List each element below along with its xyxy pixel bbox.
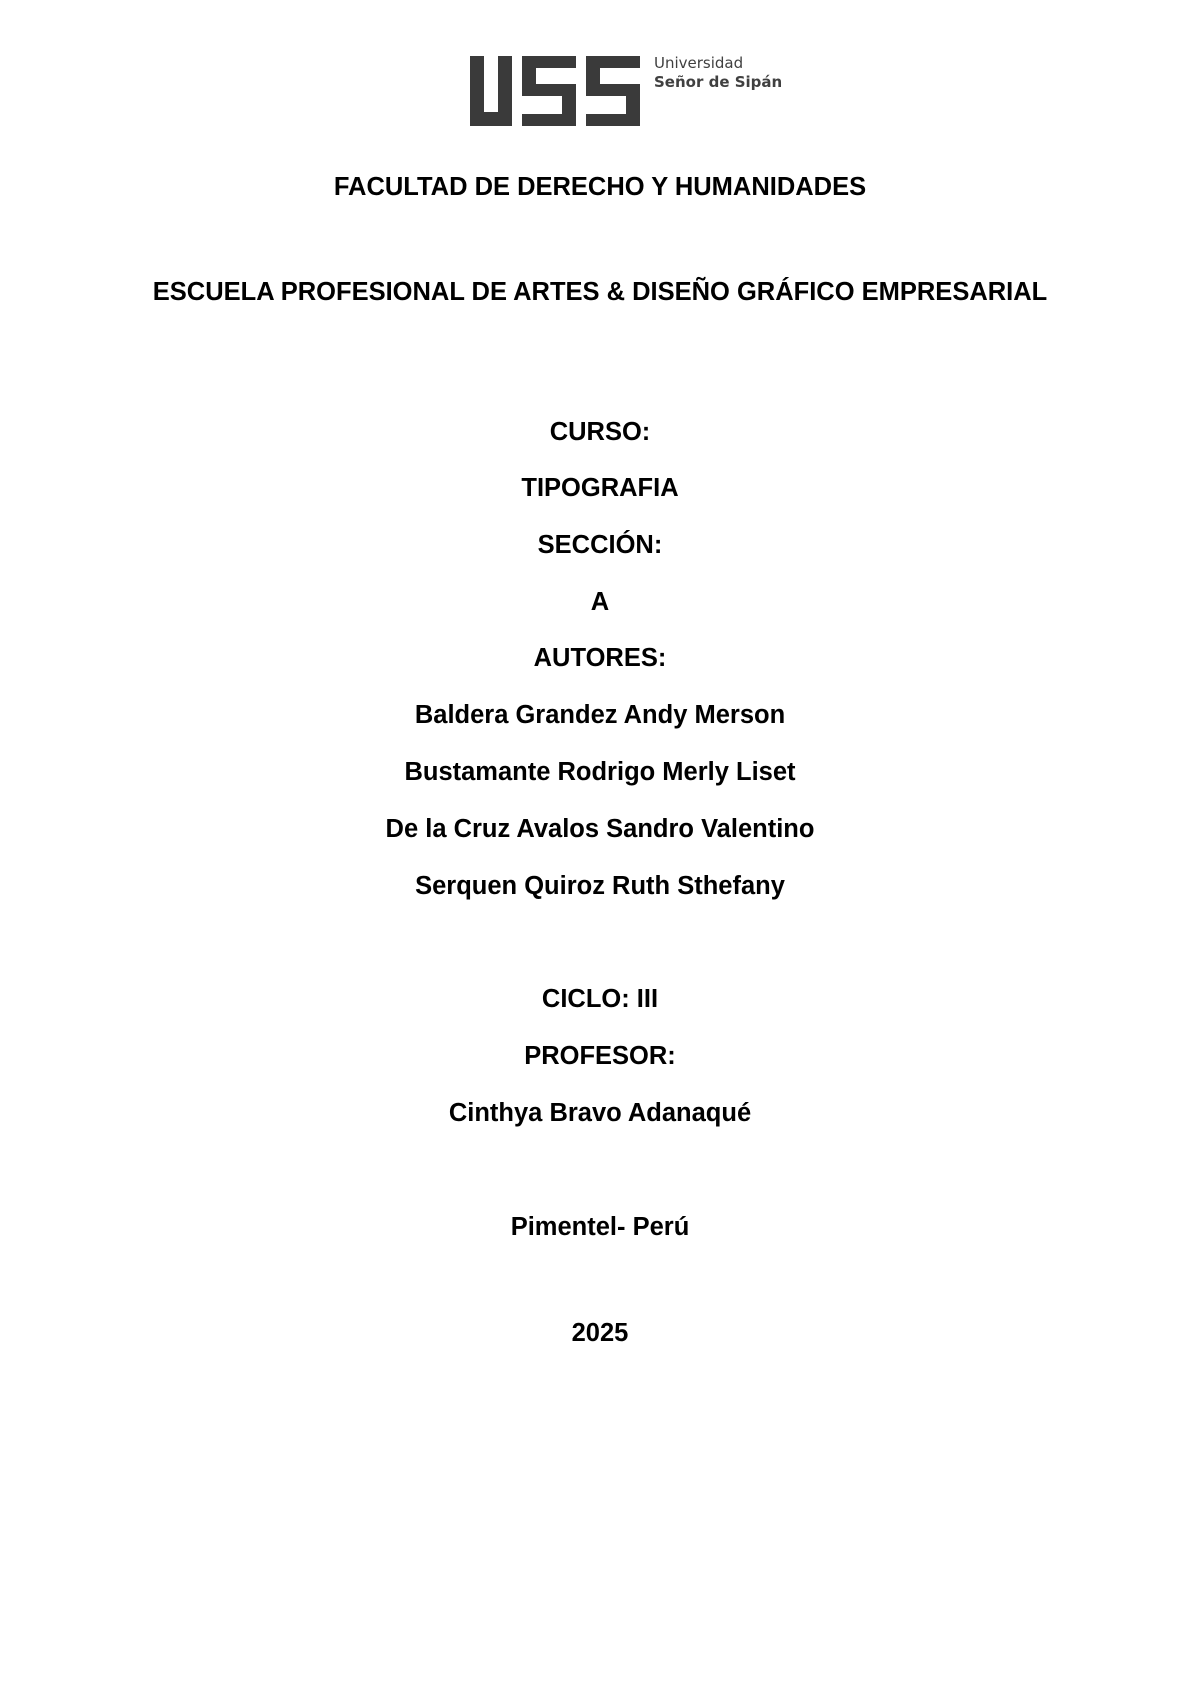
author-name: Bustamante Rodrigo Merly Liset: [404, 758, 796, 786]
logo-line-2: Señor de Sipán: [654, 73, 783, 91]
uss-logo-mark: [468, 52, 648, 132]
section-label: SECCIÓN:: [537, 531, 663, 559]
year: 2025: [571, 1319, 629, 1347]
cycle: CICLO: III: [541, 985, 659, 1013]
author-name: De la Cruz Avalos Sandro Valentino: [385, 815, 815, 843]
logo-line-1: Universidad: [654, 54, 744, 72]
course-label: CURSO:: [549, 418, 651, 446]
course-value: TIPOGRAFIA: [521, 474, 679, 502]
faculty-title: FACULTAD DE DERECHO Y HUMANIDADES: [333, 173, 867, 201]
professor-name: Cinthya Bravo Adanaqué: [448, 1099, 752, 1127]
location: Pimentel- Perú: [510, 1213, 690, 1241]
authors-label: AUTORES:: [533, 644, 667, 672]
university-logo: [468, 52, 788, 132]
professor-label: PROFESOR:: [524, 1042, 676, 1070]
author-name: Serquen Quiroz Ruth Sthefany: [415, 872, 785, 900]
school-title: ESCUELA PROFESIONAL DE ARTES & DISEÑO GRÁFICO EMPRESARIAL: [152, 278, 1048, 306]
logo-wordmark: [654, 54, 782, 92]
section-value: A: [590, 588, 610, 616]
author-name: Baldera Grandez Andy Merson: [414, 701, 786, 729]
